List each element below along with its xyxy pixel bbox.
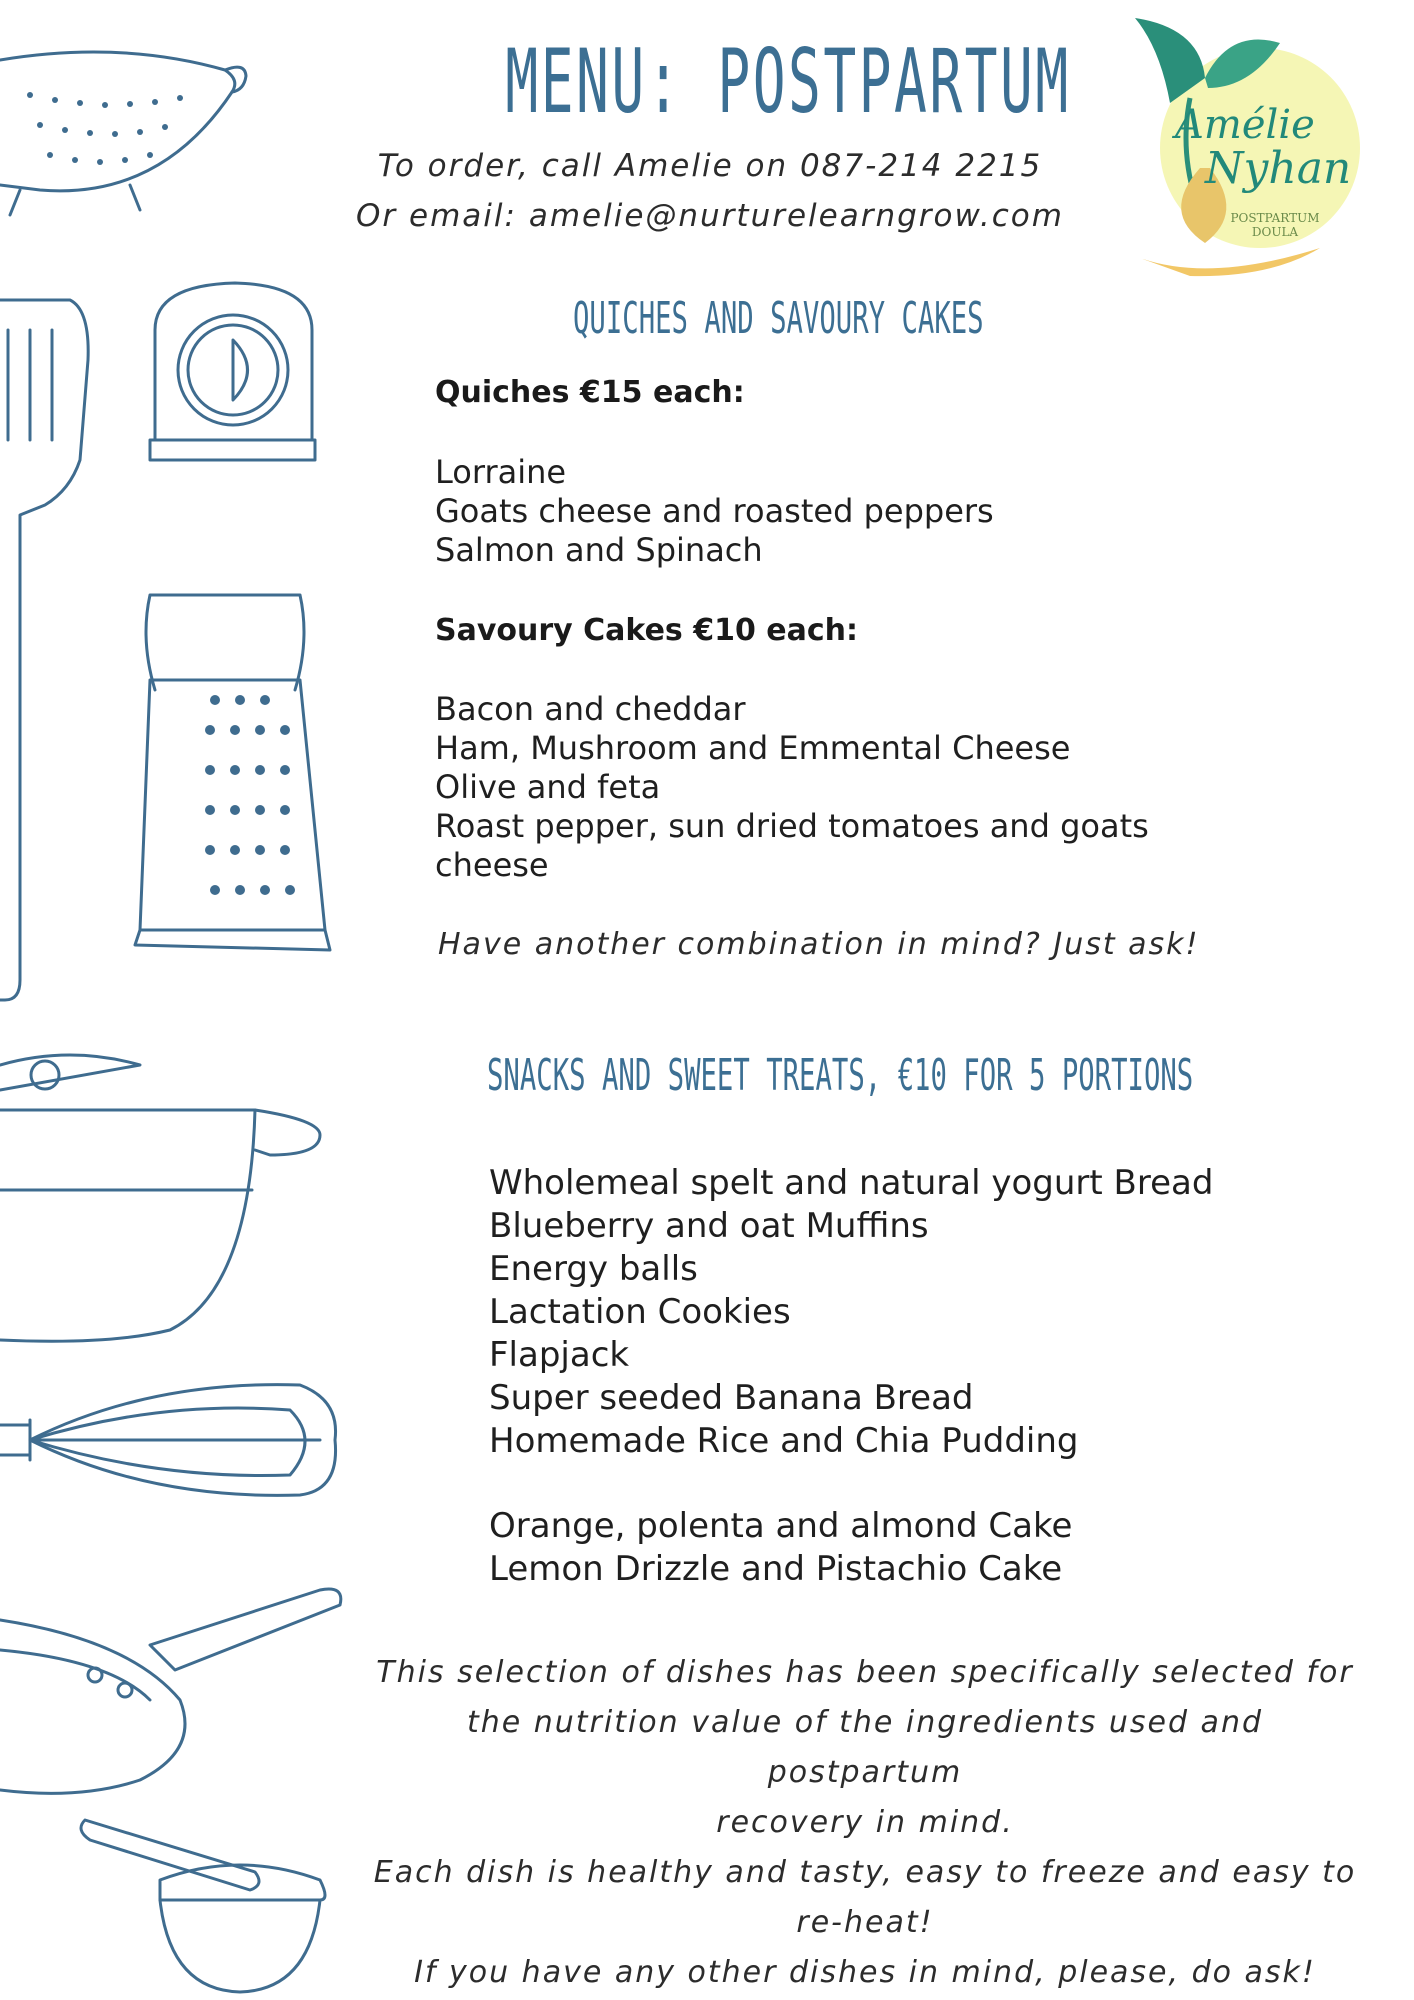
colander-icon [0, 52, 246, 215]
closing-line: If you have any other dishes in mind, please, do ask! [414, 1955, 1316, 1990]
page-title: MENU: POSTPARTUM [505, 30, 1071, 133]
list-item: Wholemeal spelt and natural yogurt Bread [489, 1163, 1214, 1203]
quiches-title: Quiches €15 each: [435, 375, 745, 410]
list-item: cheese [435, 846, 549, 884]
closing-line: This selection of dishes has been specifically selected for [376, 1655, 1354, 1690]
contact-email: Or email: amelie@nurturelearngrow.com [356, 198, 1064, 234]
grater-icon [135, 595, 330, 950]
list-item: Roast pepper, sun dried tomatoes and goats [435, 807, 1149, 845]
snacks-list [489, 1162, 1213, 1463]
closing-line: Each dish is healthy and tasty, easy to freeze and easy to [373, 1855, 1357, 1890]
casserole-pot-icon [0, 1055, 320, 1341]
list-item: Energy balls [489, 1249, 698, 1289]
sweet-cakes-list [489, 1505, 1072, 1591]
list-item: Bacon and cheddar [435, 690, 746, 728]
list-item: Lemon Drizzle and Pistachio Cake [489, 1549, 1063, 1589]
savoury-cakes-list [435, 690, 1149, 885]
logo-name-line1: Amélie [1175, 102, 1315, 148]
closing-note [370, 1648, 1360, 1998]
list-item: Homemade Rice and Chia Pudding [489, 1421, 1079, 1461]
quiches-list [435, 453, 994, 570]
quiches-section-heading: QUICHES AND SAVOURY CAKES [573, 293, 984, 344]
list-item: Goats cheese and roasted peppers [435, 492, 994, 530]
logo-tagline-line1: POSTPARTUM [1230, 211, 1320, 225]
spatula-icon [0, 300, 88, 1000]
frying-pan-icon [0, 1589, 341, 1793]
list-item: Blueberry and oat Muffins [489, 1206, 929, 1246]
snacks-section-heading: SNACKS AND SWEET TREATS, €10 FOR 5 PORTIONS [487, 1050, 1194, 1101]
list-item: Orange, polenta and almond Cake [489, 1506, 1073, 1546]
closing-line: recovery in mind. [716, 1805, 1014, 1840]
list-item: Ham, Mushroom and Emmental Cheese [435, 729, 1071, 767]
closing-line: the nutrition value of the ingredients used and postpartum [466, 1705, 1263, 1790]
savoury-cakes-title: Savoury Cakes €10 each: [435, 613, 859, 648]
list-item: Lorraine [435, 453, 567, 491]
list-item: Salmon and Spinach [435, 531, 763, 569]
mortar-and-pestle-icon [81, 1820, 325, 1992]
whisk-icon [0, 1385, 336, 1496]
brand-logo [1130, 8, 1370, 293]
kitchen-timer-icon [150, 283, 315, 460]
combination-note: Have another combination in mind? Just ask! [438, 927, 1200, 962]
kitchen-illustrations [0, 0, 360, 2000]
contact-phone: To order, call Amelie on 087-214 2215 [377, 148, 1043, 184]
hand-icon [1140, 248, 1320, 276]
list-item: Flapjack [489, 1335, 630, 1375]
logo-tagline-line2: DOULA [1251, 225, 1299, 239]
closing-line: re-heat! [796, 1905, 934, 1940]
list-item: Super seeded Banana Bread [489, 1378, 974, 1418]
list-item: Lactation Cookies [489, 1292, 791, 1332]
logo-name-line2: Nyhan [1205, 143, 1352, 194]
list-item: Olive and feta [435, 768, 661, 806]
